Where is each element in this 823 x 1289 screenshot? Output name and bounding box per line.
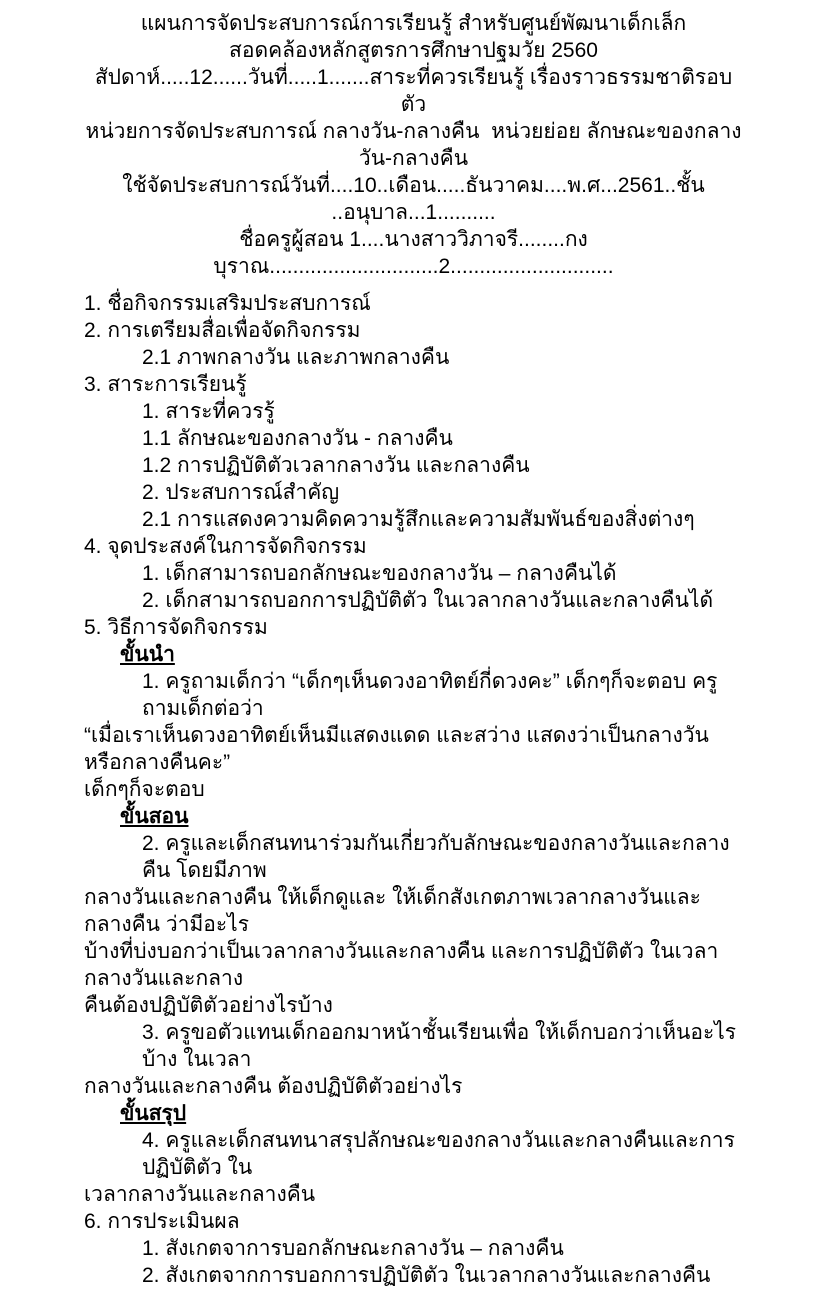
week-day-subject-line: สัปดาห์.....12......วันที่.....1.......สาระที่ควรเรียนรู้ เรื่องราวธรรมชาติรอบตัว	[94, 66, 733, 116]
item-6-2: 2. สังเกตจากการบอกการปฏิบัติตัว ในเวลากลางวันและกลางคืน	[142, 1264, 711, 1287]
section-2-title: 2. การเตรียมสื่อเพื่อจัดกิจกรรม	[84, 319, 361, 342]
step-3-line-2: กลางวันและกลางคืน ต้องปฏิบัติตัวอย่างไร	[84, 1075, 463, 1098]
item-3-1: 1. สาระที่ควรรู้	[142, 400, 275, 423]
item-3-1-2: 1.2 การปฏิบัติตัวเวลากลางวัน และกลางคืน	[142, 454, 530, 477]
doc-subtitle-line: สอดคล้องหลักสูตรการศึกษาปฐมวัย 2560	[229, 39, 598, 62]
item-4-2: 2. เด็กสามารถบอกการปฏิบัติตัว ในเวลากลางวันและกลางคืนได้	[142, 589, 714, 612]
item-3-2-1: 2.1 การแสดงความคิดความรู้สึกและความสัมพันธ์ของสิ่งต่างๆ	[142, 508, 695, 531]
step-3-line-1: 3. ครูขอตัวแทนเด็กออกมาหน้าชั้นเรียนเพื่อ ให้เด็กบอกว่าเห็นอะไรบ้าง ในเวลา	[142, 1021, 737, 1071]
document-header	[84, 10, 743, 280]
intro-step-heading: ขั้นนำ	[120, 643, 175, 666]
step-2-line-1: 2. ครูและเด็กสนทนาร่วมกันเกี่ยวกับลักษณะของกลางวันและกลางคืน โดยมีภาพ	[142, 832, 730, 882]
teaching-step-heading: ขั้นสอน	[120, 805, 189, 828]
teacher-name-line: ชื่อครูผู้สอน 1....นางสาววิภาจรี........กงบุราณ.............................2............................	[213, 228, 614, 278]
step-2-line-2: กลางวันและกลางคืน ให้เด็กดูและ ให้เด็กสังเกตภาพเวลากลางวันและกลางคืน ว่ามีอะไร	[84, 886, 701, 936]
item-3-1-1: 1.1 ลักษณะของกลางวัน - กลางคืน	[142, 427, 453, 450]
experience-date-line: ใช้จัดประสบการณ์วันที่....10..เดือน.....ธันวาคม....พ.ศ...2561..ชั้น ..อนุบาล...1..........	[122, 174, 711, 224]
step-1-line-3: เด็กๆก็จะตอบ	[84, 778, 205, 801]
step-2-line-3: บ้างที่บ่งบอกว่าเป็นเวลากลางวันและกลางคืน และการปฏิบัติตัว ในเวลากลางวันและกลาง	[84, 940, 719, 990]
step-4-line-1: 4. ครูและเด็กสนทนาสรุปลักษณะของกลางวันและกลางคืนและการปฏิบัติตัว ใน	[142, 1129, 735, 1179]
unit-line: หน่วยการจัดประสบการณ์ กลางวัน-กลางคืน หน่วยย่อย ลักษณะของกลางวัน-กลางคืน	[85, 120, 742, 170]
document-body	[84, 290, 743, 1289]
step-1-line-1: 1. ครูถามเด็กว่า “เด็กๆเห็นดวงอาทิตย์กี่ดวงคะ” เด็กๆก็จะตอบ ครูถามเด็กต่อว่า	[142, 670, 718, 720]
section-4-title: 4. จุดประสงค์ในการจัดกิจกรรม	[84, 535, 367, 558]
step-1-line-2: “เมื่อเราเห็นดวงอาทิตย์เห็นมีแสดงแดด และสว่าง แสดงว่าเป็นกลางวันหรือกลางคืนคะ”	[84, 724, 709, 774]
step-4-line-2: เวลากลางวันและกลางคืน	[84, 1183, 316, 1206]
section-5-title: 5. วิธีการจัดกิจกรรม	[84, 616, 268, 639]
step-2-line-4: คืนต้องปฏิบัติตัวอย่างไรบ้าง	[84, 994, 333, 1017]
item-6-1: 1. สังเกตจาการบอกลักษณะกลางวัน – กลางคืน	[142, 1237, 564, 1260]
section-6-title: 6. การประเมินผล	[84, 1210, 240, 1233]
summary-step-heading: ขั้นสรุป	[120, 1102, 187, 1125]
item-2-1: 2.1 ภาพกลางวัน และภาพกลางคืน	[142, 346, 450, 369]
item-4-1: 1. เด็กสามารถบอกลักษณะของกลางวัน – กลางคืนได้	[142, 562, 617, 585]
section-3-title: 3. สาระการเรียนรู้	[84, 373, 247, 396]
section-1-title: 1. ชื่อกิจกรรมเสริมประสบการณ์	[84, 292, 371, 315]
doc-title-line: แผนการจัดประสบการณ์การเรียนรู้ สำหรับศูนย์พัฒนาเด็กเล็ก	[140, 12, 687, 35]
item-3-2: 2. ประสบการณ์สำคัญ	[142, 481, 340, 504]
